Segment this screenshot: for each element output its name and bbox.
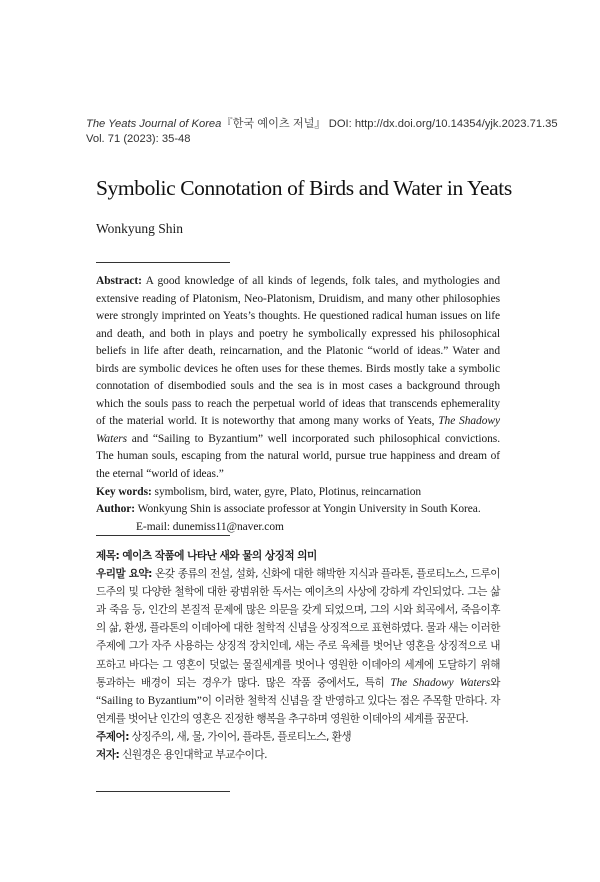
korean-author-label: 저자:	[96, 749, 120, 762]
korean-summary-text-3: 이 이러한 철학적 신념을 잘 반영하고 있다는 점은 주목할 만하다. 자연계를 벗어난 인간의 영혼은 진정한 행복을 추구하며 영원한 이데아의 세계를 꿈꾼다.	[96, 694, 500, 725]
korean-author-text: 신원경은 용인대학교 부교수이다.	[119, 749, 267, 762]
abstract-text-1: A good knowledge of all kinds of legends, folk tales, and mythologies and extensive reading of Platonism, Neo-Platonism, Druidism, and many other philosophies were strongly imprinted on Yeats’s thoughts. He questioned radical human issues on life and death, and both in plays and poetry he symbolically expressed his philosophical beliefs in life after death, reincarnation, and the Platonic “world of ideas.” Water and birds are symbolic devices he often uses for these themes. Birds mostly take a symbolic connotation of disembodied souls and the sea is in most cases a background through which the souls pass to reach the perpetual world of ideas that transcends ephemerality of the material world. It is noteworthy that among many works of Yeats,	[96, 275, 500, 428]
article-title: Symbolic Connotation of Birds and Water in Yeats	[96, 176, 512, 200]
english-abstract	[96, 273, 500, 536]
korean-keywords-line	[96, 728, 500, 746]
korean-title-label: 제목:	[96, 550, 120, 562]
korean-work-title-2: “Sailing to Byzantium”	[96, 694, 202, 707]
abstract-label: Abstract:	[96, 275, 142, 287]
author-info-text: Wonkyung Shin is associate professor at Yongin University in South Korea.	[135, 503, 481, 516]
abstract-paragraph	[96, 273, 500, 484]
divider-rule-middle	[96, 535, 230, 536]
korean-title-text: 예이츠 작품에 나타난 새와 물의 상징적 의미	[119, 550, 317, 562]
journal-korean-name: 『한국 예이츠 저널』	[221, 118, 326, 130]
korean-author-line	[96, 746, 500, 764]
keywords-label: Key words:	[96, 485, 152, 498]
korean-summary	[96, 565, 500, 728]
keywords-line	[96, 484, 500, 502]
journal-citation-line	[86, 117, 586, 132]
author-info-label: Author:	[96, 503, 136, 516]
korean-abstract	[96, 547, 500, 764]
korean-summary-text-2: 와	[490, 676, 501, 689]
journal-header	[86, 117, 586, 147]
abstract-text-2: and “Sailing to Byzantium” well incorporated such philosophical convictions. The human souls, escaping from the natural world, pursue true happiness and dream of the eternal “world of ideas.”	[96, 432, 500, 481]
article-author: Wonkyung Shin	[96, 221, 184, 236]
doi-text: DOI: http://dx.doi.org/10.14354/yjk.2023.71.35	[325, 118, 558, 130]
divider-rule-top	[96, 262, 230, 263]
korean-keywords-label: 주제어:	[96, 730, 129, 743]
author-info-line	[96, 501, 500, 519]
divider-rule-bottom	[96, 791, 230, 792]
korean-title-line	[96, 547, 500, 565]
korean-work-title-1: The Shadowy Waters	[390, 676, 491, 689]
journal-name: The Yeats Journal of Korea	[86, 118, 222, 130]
korean-keywords-text: 상징주의, 새, 물, 가이어, 플라톤, 플로티노스, 환생	[128, 730, 352, 743]
volume-line: Vol. 71 (2023): 35-48	[86, 133, 191, 145]
korean-summary-label: 우리말 요약:	[96, 568, 152, 581]
author-email: E-mail: dunemiss11@naver.com	[136, 520, 284, 533]
korean-summary-text-1: 온갖 종류의 전설, 설화, 신화에 대한 해박한 지식과 플라톤, 플로티노스, 드루이드주의 및 다양한 철학에 대한 광범위한 독서는 예이츠의 사상에 강하게 각인되었다. 그는 삶과 죽음 등, 인간의 본질적 문제에 많은 의문을 갖게 되었으며, 그의 시와 희곡에서, 죽음이후의 삶, 환생, 플라톤의 이데아에 대한 철학적 신념을 상징적으로 표현하였다. 물과 새는 이러한 주제에 그가 자주 사용하는 상징적 장치인데, 새는 주로 육체를 벗어난 영혼을 상징적으로 내포하고 바다는 그 영혼이 덧없는 물질세계를 벗어나 영원한 이데아의 세계에 도달하기 위해 통과하는 배경이 되는 경우가 많다. 많은 작품 중에서도, 특히	[96, 568, 501, 689]
abstract-work-title: The Shadowy Waters	[96, 415, 500, 445]
keywords-text: symbolism, bird, water, gyre, Plato, Plotinus, reincarnation	[151, 485, 422, 498]
